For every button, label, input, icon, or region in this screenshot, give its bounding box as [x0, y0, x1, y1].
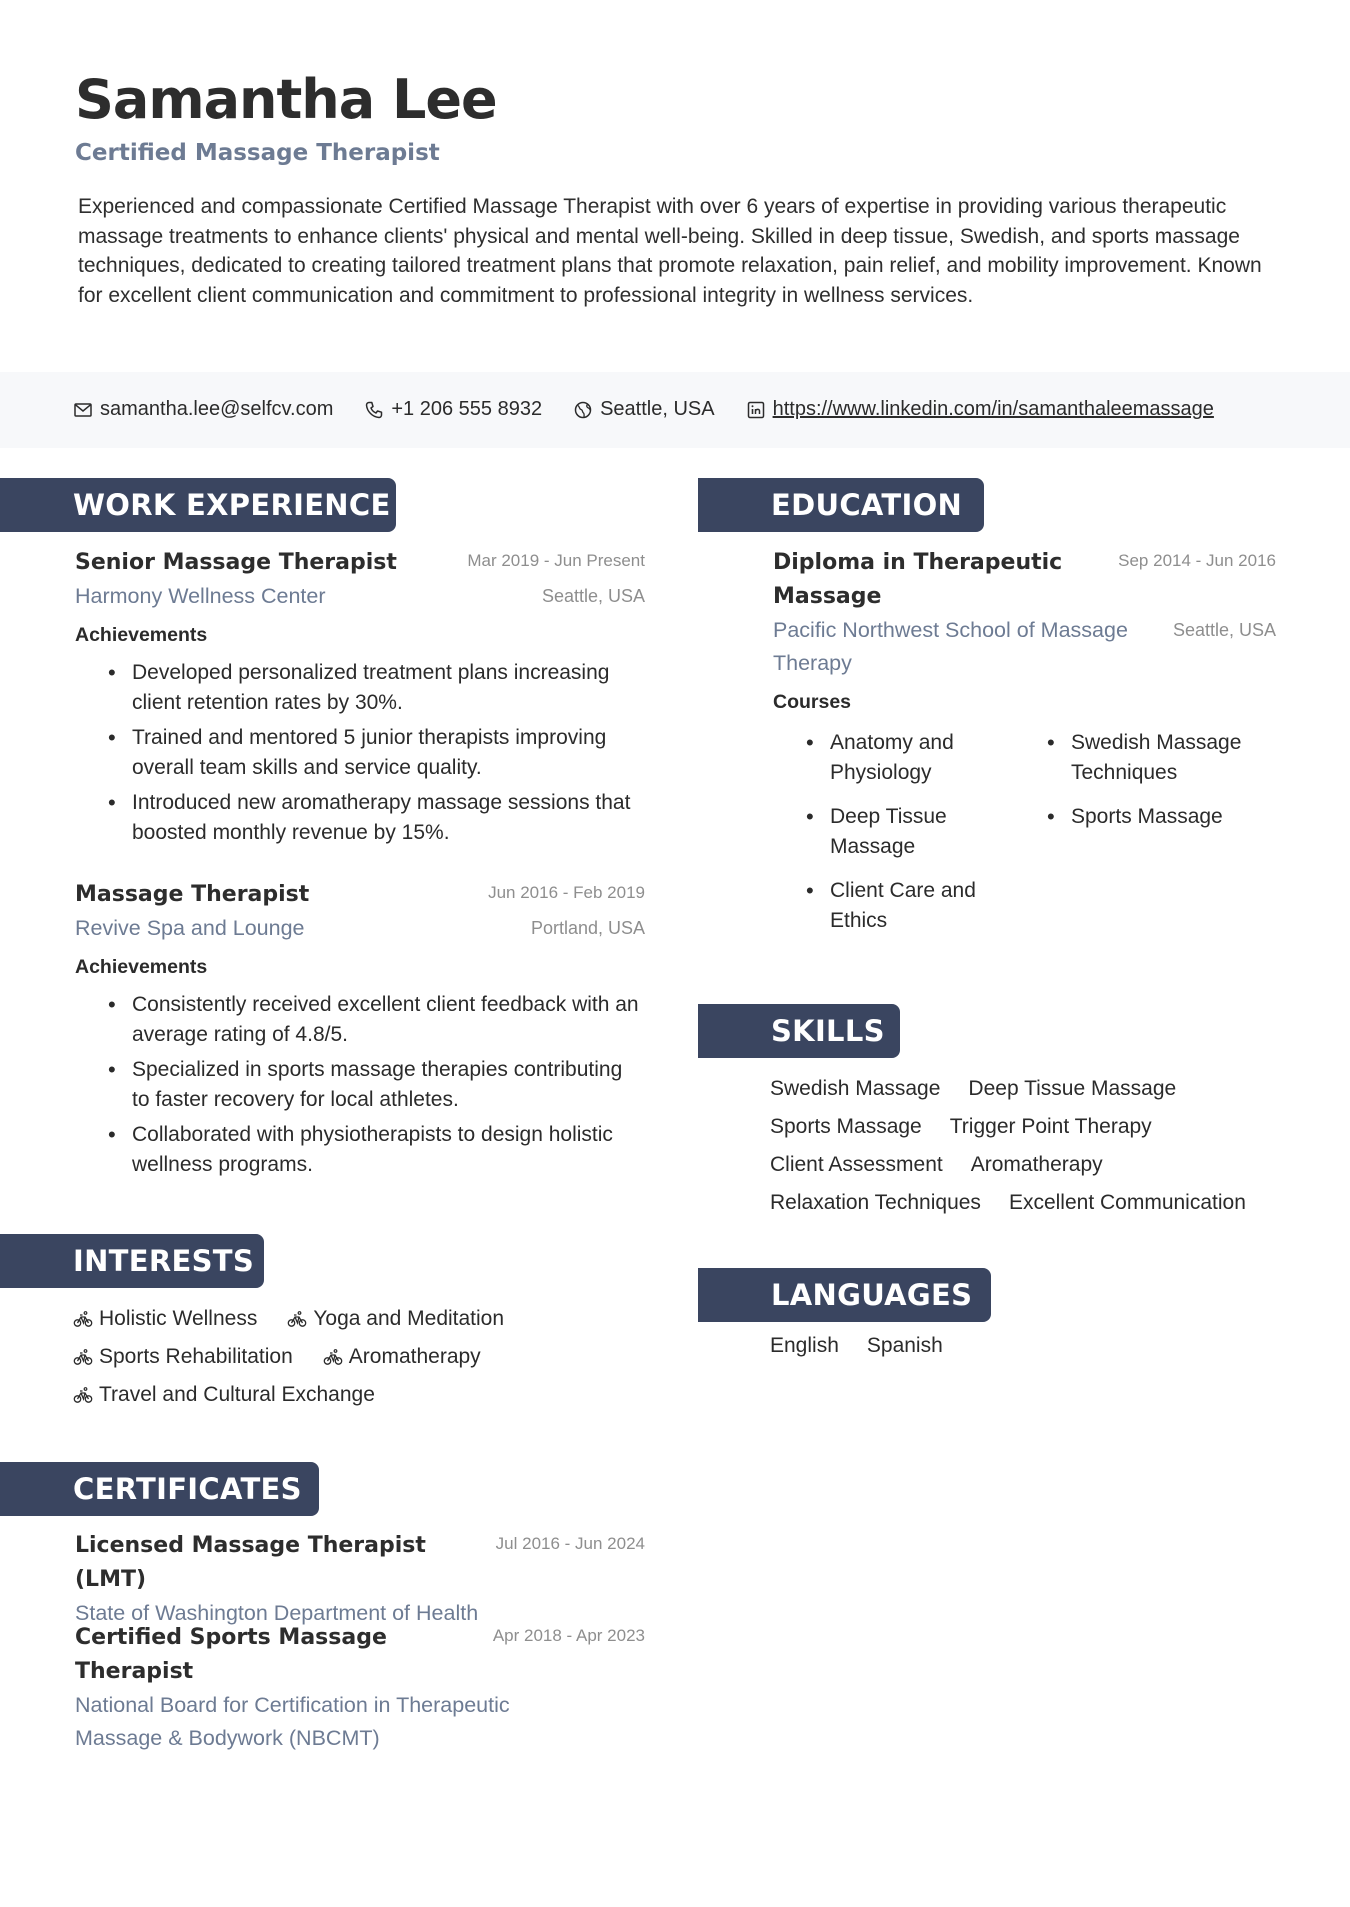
- list-item: • Consistently received excellent client feedback with an average rating of 4.8/5.: [75, 990, 645, 1049]
- certificate-dates: Apr 2018 - Apr 2023: [492, 1626, 645, 1645]
- interest-label: Travel and Cultural Exchange: [99, 1383, 375, 1406]
- skill-item: Relaxation Techniques: [770, 1191, 981, 1214]
- interests-heading: INTERESTS: [0, 1234, 264, 1288]
- linkedin-icon: [746, 400, 766, 420]
- job-title: Massage Therapist: [75, 882, 310, 907]
- list-item: • Trained and mentored 5 junior therapists improving overall team skills and service quality.: [75, 723, 645, 782]
- education-heading: EDUCATION: [698, 478, 984, 532]
- bicycle-icon: [73, 1309, 93, 1329]
- contact-email[interactable]: [73, 398, 333, 421]
- achievements-label: Achievements: [75, 624, 208, 646]
- candidate-name: Samantha Lee: [75, 68, 497, 131]
- achievements-list: [75, 658, 645, 847]
- achievements-list: [75, 990, 645, 1179]
- contact-location: [573, 398, 715, 421]
- skills-row: [770, 1184, 1290, 1222]
- envelope-icon: [73, 400, 93, 420]
- interest-label: Sports Rehabilitation: [99, 1345, 293, 1368]
- interest-item: [287, 1300, 504, 1338]
- interests-row: [73, 1376, 633, 1414]
- course-item: • Deep Tissue Massage: [773, 802, 1014, 861]
- contact-phone-text: +1 206 555 8932: [391, 398, 543, 420]
- skills-row: [770, 1108, 1290, 1146]
- job-location: Portland, USA: [530, 918, 645, 938]
- list-item: • Collaborated with physiotherapists to design holistic wellness programs.: [75, 1120, 645, 1179]
- job-location: Seattle, USA: [541, 586, 645, 606]
- interest-item: [73, 1300, 257, 1338]
- job-company: Harmony Wellness Center: [75, 584, 326, 608]
- contact-row: [73, 398, 1214, 421]
- list-item: • Introduced new aromatherapy massage sessions that boosted monthly revenue by 15%.: [75, 788, 645, 847]
- profile-summary: Experienced and compassionate Certified Massage Therapist with over 6 years of expertise in providing various therapeutic massage treatments to enhance clients' physical and mental well-being. Skilled in deep tissue, Swedish, and sports massage techniques, dedicated to creating tailored treatment plans that promote relaxation, pain relief, and mobility improvement. Known for excellent client communication and commitment to professional integrity in wellness services.: [78, 195, 1262, 307]
- courses-label: Courses: [773, 691, 852, 713]
- bicycle-icon: [73, 1385, 93, 1405]
- bicycle-icon: [73, 1347, 93, 1367]
- education-entry: [773, 546, 1276, 935]
- skills-list: [770, 1070, 1290, 1222]
- skills-heading: SKILLS: [698, 1004, 900, 1058]
- degree-title: Diploma in Therapeutic Massage: [773, 550, 1063, 609]
- certificate-name: Licensed Massage Therapist (LMT): [75, 1533, 426, 1592]
- skill-item: Trigger Point Therapy: [949, 1115, 1152, 1138]
- work-entry: [75, 878, 645, 1185]
- courses-list: [773, 728, 1276, 935]
- interests-row: [73, 1300, 633, 1338]
- contact-location-text: Seattle, USA: [600, 398, 715, 420]
- certificate-dates: Jul 2016 - Jun 2024: [495, 1534, 645, 1553]
- job-dates: Mar 2019 - Jun Present: [467, 551, 645, 570]
- skills-row: [770, 1070, 1290, 1108]
- certificate-issuer: State of Washington Department of Health: [75, 1601, 479, 1625]
- languages-list: [770, 1334, 971, 1358]
- skill-item: Client Assessment: [770, 1153, 943, 1176]
- skill-item: Sports Massage: [770, 1115, 922, 1138]
- certificate-entry: [75, 1621, 645, 1755]
- candidate-title: Certified Massage Therapist: [75, 140, 440, 166]
- linkedin-link[interactable]: https://www.linkedin.com/in/samanthaleemassage: [772, 398, 1214, 420]
- course-item: • Sports Massage: [1014, 802, 1244, 861]
- contact-phone[interactable]: [364, 398, 542, 421]
- skill-item: Deep Tissue Massage: [968, 1077, 1177, 1100]
- certificates-heading: CERTIFICATES: [0, 1462, 319, 1516]
- interest-label: Yoga and Meditation: [313, 1307, 505, 1330]
- interest-label: Holistic Wellness: [99, 1307, 258, 1330]
- education-dates: Sep 2014 - Jun 2016: [1118, 551, 1276, 570]
- skill-item: Aromatherapy: [970, 1153, 1103, 1176]
- certificate-name: Certified Sports Massage Therapist: [75, 1625, 387, 1684]
- job-company: Revive Spa and Lounge: [75, 916, 305, 940]
- work-experience-heading: WORK EXPERIENCE: [0, 478, 396, 532]
- interest-item: [323, 1338, 481, 1376]
- bicycle-icon: [287, 1309, 307, 1329]
- school-location: Seattle, USA: [1172, 620, 1276, 640]
- bicycle-icon: [323, 1347, 343, 1367]
- job-dates: Jun 2016 - Feb 2019: [488, 883, 645, 902]
- work-entry: [75, 546, 645, 853]
- course-item: • Client Care and Ethics: [773, 876, 1014, 935]
- interest-item: [73, 1376, 375, 1414]
- contact-email-text: samantha.lee@selfcv.com: [100, 398, 334, 420]
- skill-item: Excellent Communication: [1008, 1191, 1246, 1214]
- course-item: • Swedish Massage Techniques: [1014, 728, 1244, 787]
- languages-heading: LANGUAGES: [698, 1268, 991, 1322]
- language-item: Spanish: [866, 1334, 943, 1357]
- certificate-entry: [75, 1529, 645, 1630]
- language-item: English: [770, 1334, 839, 1357]
- interest-item: [73, 1338, 293, 1376]
- certificate-issuer: National Board for Certification in Therapeutic Massage & Bodywork (NBCMT): [75, 1693, 510, 1750]
- course-item: • Anatomy and Physiology: [773, 728, 1014, 787]
- list-item: • Specialized in sports massage therapies contributing to faster recovery for local athletes.: [75, 1055, 645, 1114]
- globe-icon: [573, 400, 593, 420]
- interest-label: Aromatherapy: [348, 1345, 481, 1368]
- skill-item: Swedish Massage: [770, 1077, 941, 1100]
- skills-row: [770, 1146, 1290, 1184]
- interests-list: [73, 1300, 633, 1414]
- interests-row: [73, 1338, 633, 1376]
- list-item: • Developed personalized treatment plans increasing client retention rates by 30%.: [75, 658, 645, 717]
- phone-icon: [364, 400, 384, 420]
- job-title: Senior Massage Therapist: [75, 550, 397, 575]
- contact-linkedin[interactable]: [746, 398, 1214, 421]
- achievements-label: Achievements: [75, 956, 208, 978]
- school-name: Pacific Northwest School of Massage Therapy: [773, 618, 1128, 675]
